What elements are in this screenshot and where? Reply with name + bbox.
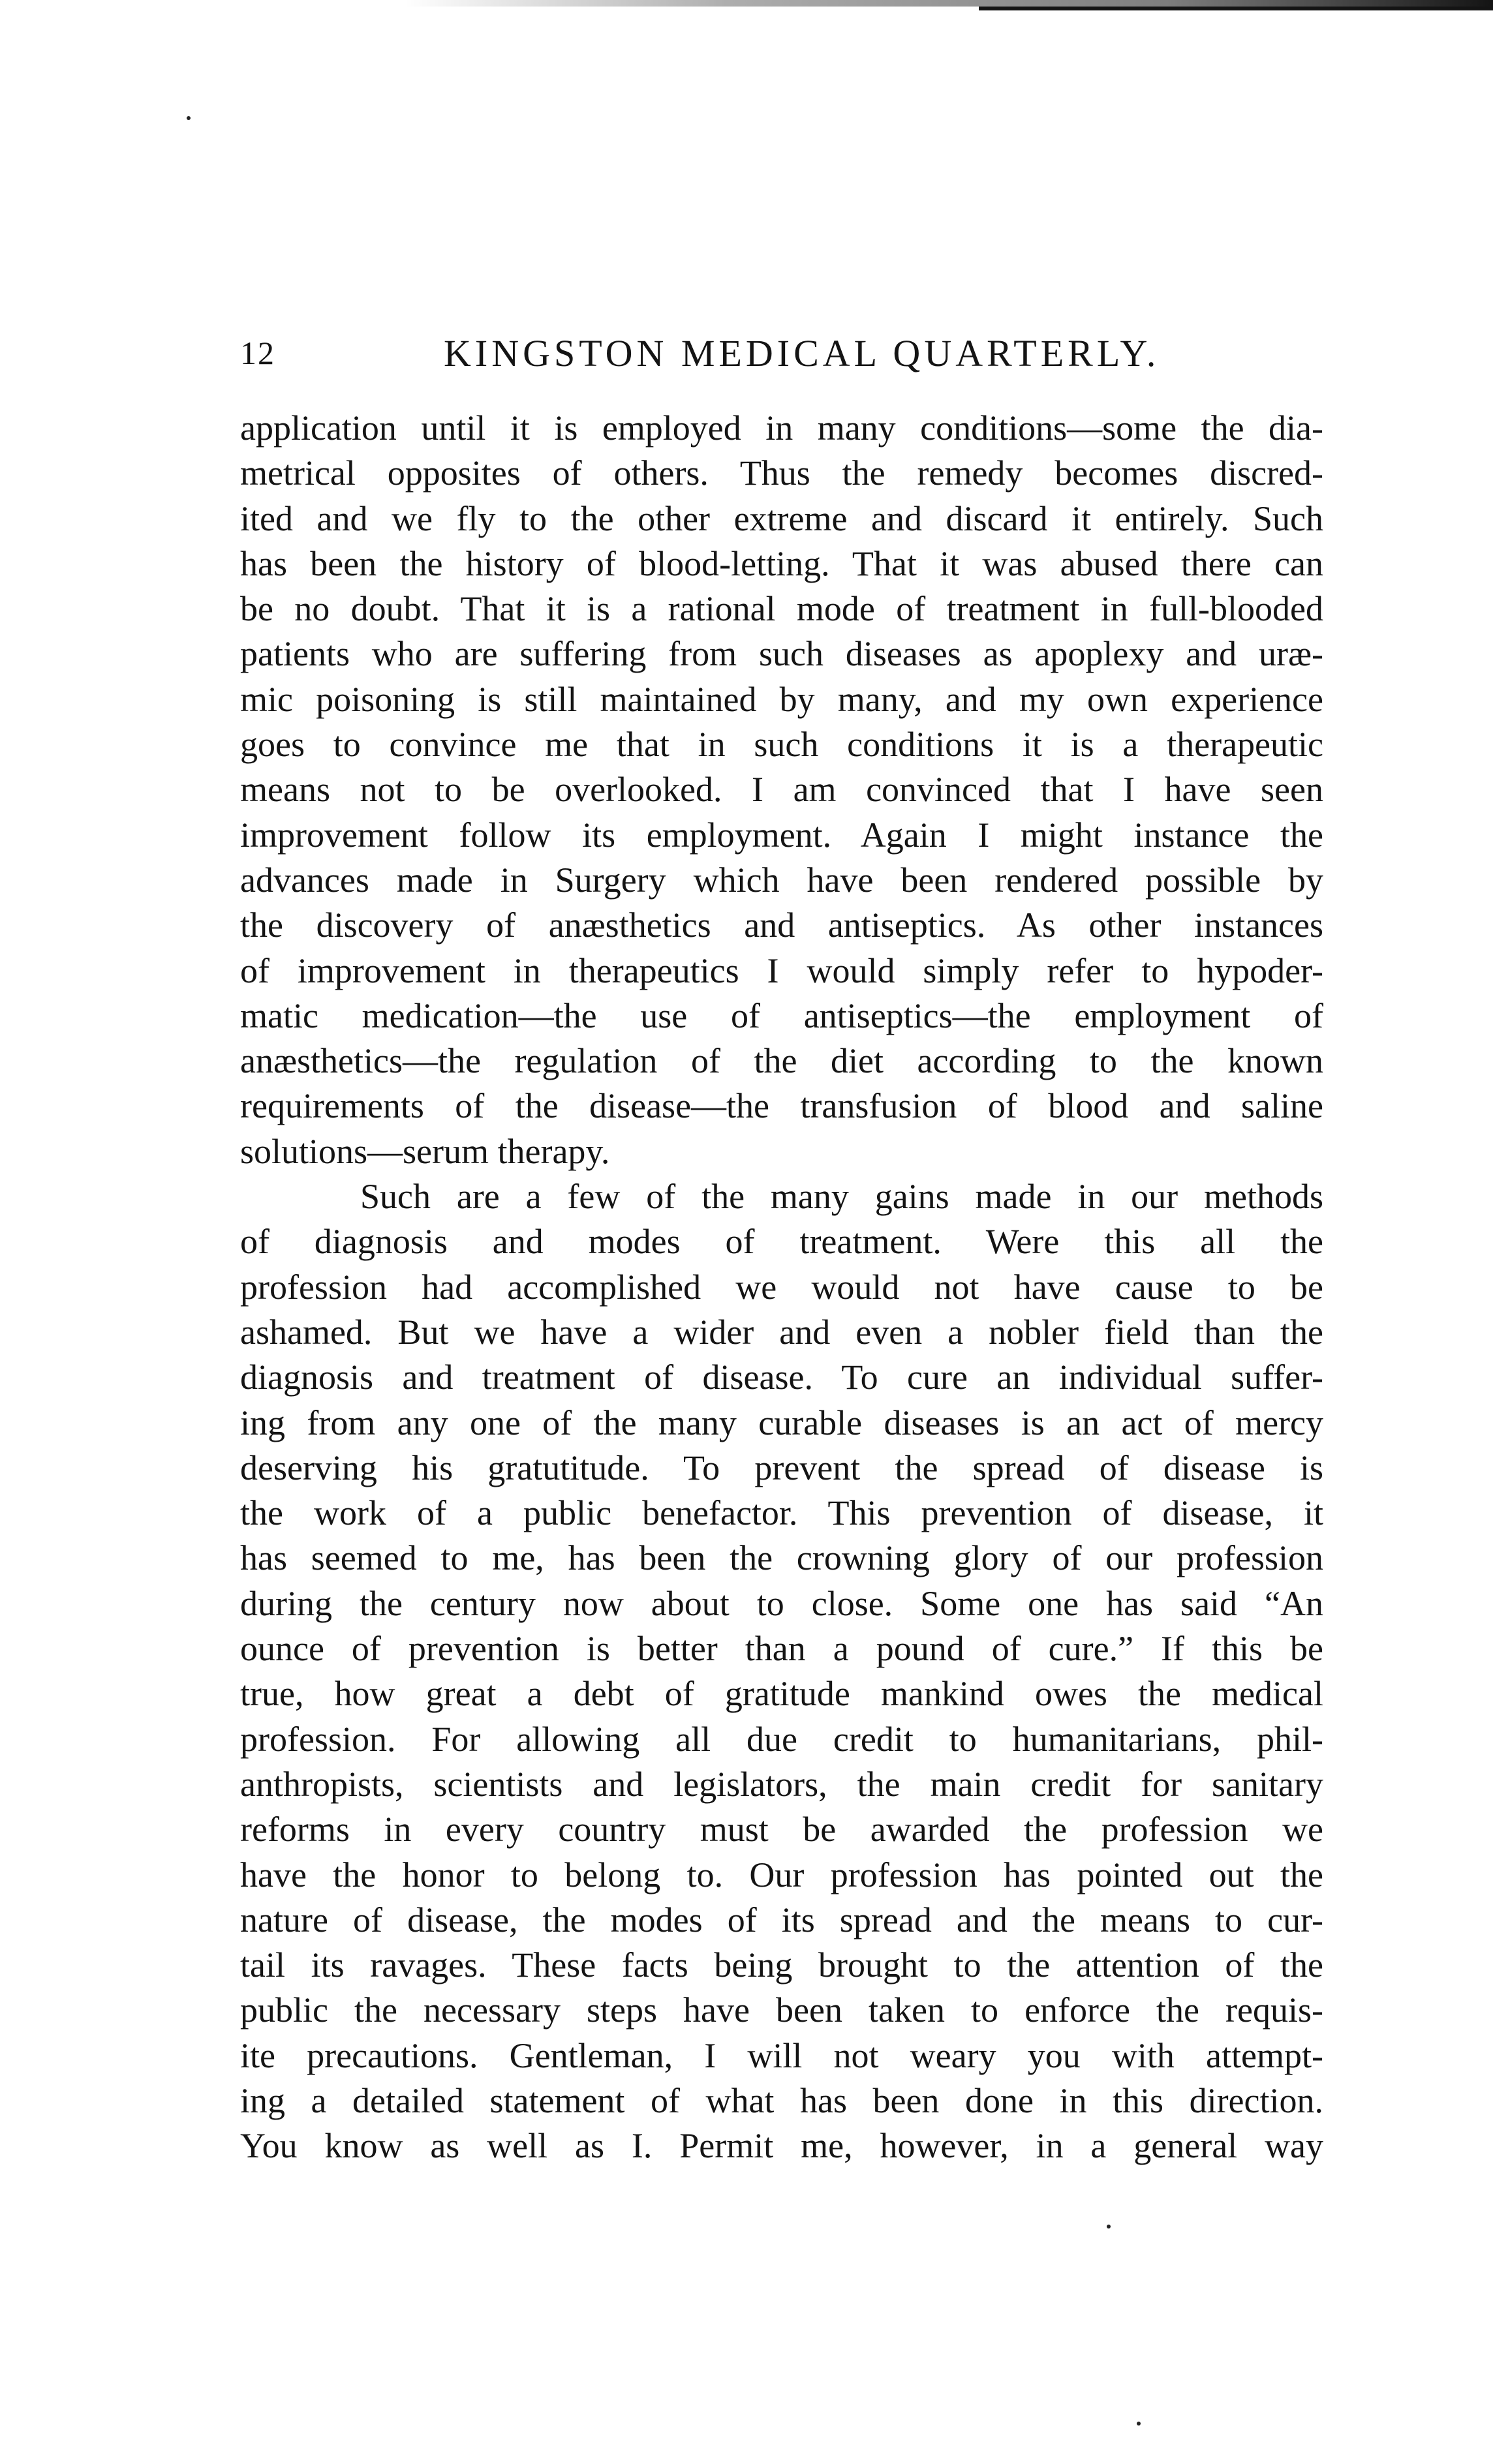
scan-edge-artifact xyxy=(405,0,1493,7)
text-line: deserving his gratutitude. To prevent the spread of disease is xyxy=(240,1448,1323,1487)
scan-speck xyxy=(1107,2225,1111,2228)
page-number: 12 xyxy=(240,335,275,371)
text-line: of diagnosis and modes of treatment. Were this all the xyxy=(240,1222,1323,1262)
text-line: requirements of the disease—the transfusion of blood and saline xyxy=(240,1086,1323,1126)
text-line: has seemed to me, has been the crowning glory of our profession xyxy=(240,1538,1323,1578)
text-line: tail its ravages. These facts being brought to the attention of the xyxy=(240,1945,1323,1985)
text-line: diagnosis and treatment of disease. To cure an individual suffer- xyxy=(240,1358,1323,1397)
text-line: profession had accomplished we would not have cause to be xyxy=(240,1267,1323,1307)
text-line: mic poisoning is still maintained by many, and my own experience xyxy=(240,679,1323,719)
scan-edge-artifact-thick xyxy=(979,7,1493,10)
text-line: anthropists, scientists and legislators, the main credit for sanitary xyxy=(240,1764,1323,1804)
text-line: ited and we fly to the other extreme and discard it entirely. Such xyxy=(240,498,1323,538)
scan-speck xyxy=(187,116,191,120)
text-line: means not to be overlooked. I am convinced that I have seen xyxy=(240,770,1323,810)
body-text xyxy=(240,406,1323,2169)
text-line: advances made in Surgery which have been rendered possible by xyxy=(240,860,1323,900)
text-line: be no doubt. That it is a rational mode of treatment in full-blooded xyxy=(240,589,1323,629)
text-line: patients who are suffering from such diseases as apoplexy and uræ- xyxy=(240,634,1323,674)
text-line: goes to convince me that in such conditions it is a therapeutic xyxy=(240,725,1323,765)
text-line: ashamed. But we have a wider and even a nobler field than the xyxy=(240,1312,1323,1352)
scan-speck xyxy=(1137,2422,1141,2426)
text-line: ing a detailed statement of what has been done in this direction. xyxy=(240,2080,1323,2120)
page-header xyxy=(240,326,1323,385)
text-line: true, how great a debt of gratitude mankind owes the medical xyxy=(240,1674,1323,1714)
text-line: profession. For allowing all due credit to humanitarians, phil- xyxy=(240,1719,1323,1759)
paragraph-start-line: Such are a few of the many gains made in our methods xyxy=(360,1177,1323,1217)
text-line: matic medication—the use of antiseptics—the employment of xyxy=(240,996,1323,1035)
text-line: ounce of prevention is better than a pound of cure.” If this be xyxy=(240,1629,1323,1669)
text-line: ing from any one of the many curable diseases is an act of mercy xyxy=(240,1403,1323,1442)
text-line: have the honor to belong to. Our profession has pointed out the xyxy=(240,1855,1323,1894)
text-line: ite precautions. Gentleman, I will not weary you with attempt- xyxy=(240,2035,1323,2075)
text-line: has been the history of blood-letting. That it was abused there can xyxy=(240,543,1323,583)
text-line: application until it is employed in many conditions—some the dia- xyxy=(240,408,1323,448)
text-line: nature of disease, the modes of its spread and the means to cur- xyxy=(240,1900,1323,1939)
text-line: metrical opposites of others. Thus the remedy becomes discred- xyxy=(240,453,1323,493)
paragraph-end-line: solutions—serum therapy. xyxy=(240,1131,610,1171)
text-line: the discovery of anæsthetics and antiseptics. As other instances xyxy=(240,905,1323,945)
text-line: the work of a public benefactor. This prevention of disease, it xyxy=(240,1493,1323,1533)
text-line: You know as well as I. Permit me, however, in a general way xyxy=(240,2126,1323,2166)
text-line: improvement follow its employment. Again I might instance the xyxy=(240,815,1323,855)
text-line: public the necessary steps have been taken to enforce the requis- xyxy=(240,1990,1323,2030)
text-line: during the century now about to close. Some one has said “An xyxy=(240,1583,1323,1623)
running-head: KINGSTON MEDICAL QUARTERLY. xyxy=(444,332,1160,374)
text-line: of improvement in therapeutics I would simply refer to hypoder- xyxy=(240,951,1323,990)
text-line: anæsthetics—the regulation of the diet according to the known xyxy=(240,1041,1323,1081)
text-line: reforms in every country must be awarded the profession we xyxy=(240,1810,1323,1849)
